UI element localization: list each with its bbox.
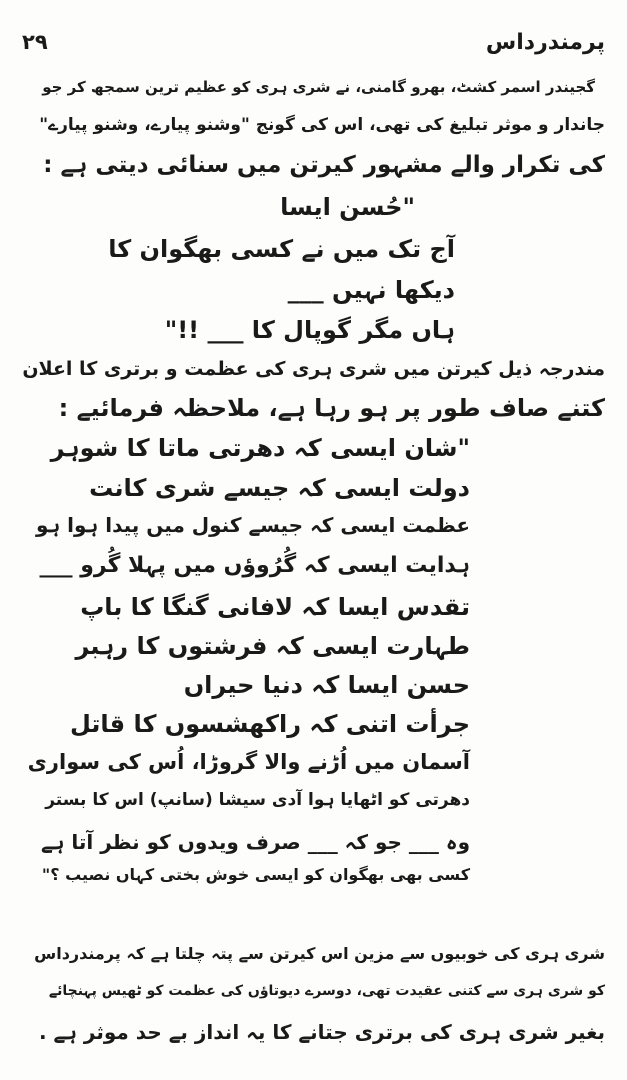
verse-line: جرأت اتنی کہ راکھشسوں کا قاتل bbox=[69, 710, 470, 738]
verse-line: دولت ایسی کہ جیسے شری کانت bbox=[89, 474, 470, 502]
verse-line: طہارت ایسی کہ فرشتوں کا رہبر bbox=[75, 632, 470, 660]
verse-line: حسن ایسا کہ دنیا حیراں bbox=[183, 671, 470, 699]
body-line: کو شری ہری سے کتنی عقیدت تھی، دوسرے دیوتاؤں کی عظمت کو ٹھیس پہنچائے bbox=[48, 983, 605, 999]
verse-line: عظمت ایسی کہ جیسے کنول میں پیدا ہوا ہو bbox=[35, 513, 470, 537]
body-line: شری ہری کی خوبیوں سے مزین اس کیرتن سے پتہ چلتا ہے کہ پرمندرداس bbox=[34, 944, 605, 963]
verse-line: تقدس ایسا کہ لافانی گنگا کا باپ bbox=[80, 593, 470, 621]
verse-line: ہدایت ایسی کہ گُرُوؤں میں پہلا گُرو ___ bbox=[39, 553, 470, 578]
body-line: بغیر شری ہری کی برتری جتانے کا یہ انداز بے حد موثر ہے . bbox=[38, 1020, 605, 1044]
body-line: کتنے صاف طور پر ہو رہا ہے، ملاحظہ فرمائیے : bbox=[58, 394, 605, 422]
verse-line: دیکھا نہیں ___ bbox=[287, 276, 455, 304]
verse-line: ہاں مگر گوپال کا ___ !!" bbox=[164, 316, 455, 344]
verse-line: "شان ایسی کہ دھرتی ماتا کا شوہر bbox=[50, 434, 470, 462]
running-title: پرمندرداس bbox=[485, 30, 605, 55]
verse-line: دھرتی کو اٹھایا ہوا آدی سیشا (سانپ) اس کا بستر bbox=[45, 790, 470, 810]
verse-line: وہ ___ جو کہ ___ صرف ویدوں کو نظر آتا ہے bbox=[41, 830, 470, 854]
page-number: ۲۹ bbox=[22, 30, 48, 54]
page-body bbox=[22, 0, 605, 1080]
intro-line: گجیندر اسمر کشٹ، بھرو گامنی، نے شری ہری کو عظیم ترین سمجھ کر جو bbox=[42, 78, 595, 96]
body-line: مندرجہ ذیل کیرتن میں شری ہری کی عظمت و برتری کا اعلان bbox=[22, 358, 605, 380]
intro-line: کی تکرار والے مشہور کیرتن میں سنائی دیتی ہے : bbox=[43, 152, 605, 178]
intro-line: جاندار و موثر تبلیغ کی تھی، اس کی گونج "وشنو پیارے، وشنو پیارے" bbox=[39, 115, 605, 135]
verse-line: "حُسن ایسا bbox=[280, 193, 415, 221]
verse-line: آج تک میں نے کسی بھگوان کا bbox=[108, 235, 455, 263]
verse-line: آسمان میں اُڑنے والا گروڑا، اُس کی سواری bbox=[27, 750, 470, 774]
verse-line: کسی بھی بھگوان کو ایسی خوش بختی کہاں نصیب ؟" bbox=[41, 865, 470, 884]
